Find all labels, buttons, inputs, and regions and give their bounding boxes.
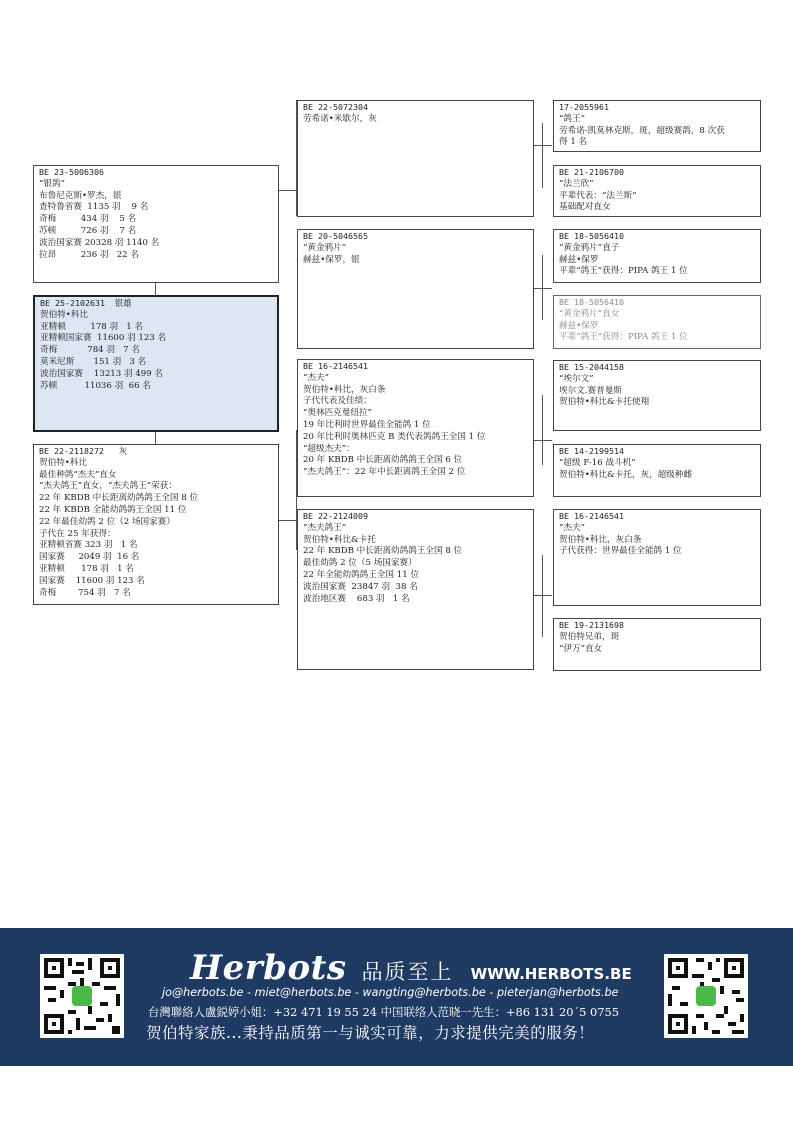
- ring-number: BE 21-2106700: [559, 167, 624, 177]
- pedigree-text-line: 基础配对直女: [559, 202, 611, 213]
- pedigree-text-line: 赫兹•保罗: [559, 320, 599, 331]
- connector: [542, 255, 543, 320]
- pedigree-card-dam: [33, 444, 279, 605]
- pedigree-text-line: “黄金鸦片”直子: [559, 242, 620, 253]
- pedigree-card-sire-sire: [297, 100, 534, 217]
- pedigree-text-line: 赫兹•保罗: [559, 254, 599, 265]
- pedigree-text-line: 22 年 KBDB 全能幼鸽鸽王全国 11 位: [39, 504, 187, 515]
- footer-banner: [0, 928, 793, 1066]
- connector: [278, 190, 297, 191]
- ring-number: BE 22-2118272 灰: [39, 446, 128, 456]
- pedigree-card-subject: [33, 295, 279, 432]
- ring-number: BE 15-2044158: [559, 362, 624, 372]
- connector: [155, 283, 156, 295]
- contact-emails[interactable]: jo@herbots.be - miet@herbots.be - wangting@herbots.be - pieterjan@herbots.be: [162, 986, 619, 999]
- pedigree-text-line: “伊万”直女: [559, 643, 603, 654]
- herbots-logo: Herbots: [190, 948, 347, 988]
- website-link[interactable]: WWW.HERBOTS.BE: [470, 965, 632, 983]
- pedigree-text-line: “杰夫鸽王”: [303, 522, 347, 533]
- pedigree-text-line: 贺伯特兄弟，斑: [559, 631, 620, 642]
- pedigree-card-sire-sire-dam: [553, 165, 761, 217]
- ring-number: BE 22-5072304: [303, 102, 368, 112]
- slogan: 品质至上: [361, 960, 454, 984]
- connector: [542, 123, 543, 188]
- ring-number: BE 18-5056410: [559, 231, 624, 241]
- connector: [278, 520, 297, 521]
- pedigree-text-line: 波治地区赛 683 羽 1 名: [303, 593, 410, 604]
- pedigree-card-dam-dam-dam: [553, 618, 761, 671]
- pedigree-card-dam-dam-sire: [553, 509, 761, 606]
- pedigree-text-line: “银鸽”: [39, 178, 65, 189]
- qr-code-icon: [40, 954, 124, 1038]
- pedigree-text-line: “奥林匹克曼纽拉”: [303, 408, 372, 419]
- pedigree-card-dam-sire: [297, 359, 534, 497]
- ring-number: BE 18-5056410: [559, 297, 624, 307]
- pedigree-text-line: 奇梅 784 羽 7 名: [40, 345, 140, 356]
- pedigree-text-line: 亚精顿 178 羽 1 名: [40, 321, 144, 332]
- pedigree-text-line: 22 年 KBDB 中长距离幼鸽鸽王全国 8 位: [303, 546, 463, 557]
- pedigree-text-line: 最佳种鸽“杰夫”直女: [39, 469, 117, 480]
- ring-number: BE 22-2124009: [303, 511, 368, 521]
- pedigree-text-line: 布鲁尼克斯•罗杰，银: [39, 190, 122, 201]
- ring-number: BE 19-2131698: [559, 620, 624, 630]
- pedigree-text-line: 亚精顿省赛 323 羽 1 名: [39, 540, 138, 551]
- pedigree-text-line: 平辈代表：“法兰斯”: [559, 190, 637, 201]
- pedigree-card-sire-dam-dam: [553, 295, 761, 349]
- pedigree-text-line: “法兰欣”: [559, 178, 594, 189]
- pedigree-card-sire-sire-sire: [553, 100, 761, 152]
- brand-row: [190, 948, 632, 988]
- pedigree-text-line: 最佳幼鸽 2 位（5 场国家赛）: [303, 558, 417, 569]
- connector: [542, 395, 543, 465]
- pedigree-text-line: 贺伯特•科比&卡托使翔: [559, 397, 650, 408]
- connector: [155, 432, 156, 444]
- pedigree-text-line: 劳希诺•米歇尔，灰: [303, 113, 377, 124]
- pedigree-text-line: 赫兹•保罗，银: [303, 254, 360, 265]
- pedigree-text-line: 20 年比利时奥林匹克 B 类代表鸽鸽王全国 1 位: [303, 431, 486, 442]
- pedigree-text-line: 平辈“鸽王”获得：PIPA 鸽王 1 位: [559, 266, 688, 277]
- pedigree-text-line: 劳希诺-凯莫林克斯，斑，超级赛鸽，8 次获: [559, 125, 725, 136]
- pedigree-text-line: 贺伯特•科比&卡托: [303, 534, 376, 545]
- pedigree-text-line: 埃尔文.赛普曼斯: [559, 385, 622, 396]
- ring-number: BE 20-5046565: [303, 231, 368, 241]
- qr-code-icon: [664, 954, 748, 1038]
- pedigree-text-line: 子代代表及佳绩：: [303, 396, 372, 407]
- pedigree-text-line: 贺伯特•科比: [39, 457, 88, 468]
- pedigree-text-line: 波治国家赛 20328 羽 1140 名: [39, 237, 160, 248]
- pedigree-text-line: 贺伯特•科比&卡托，灰，超级种雌: [559, 469, 693, 480]
- pedigree-text-line: 子代获得：世界最佳全能鸽 1 位: [559, 546, 682, 557]
- pedigree-text-line: “超级杰夫”：: [303, 443, 355, 454]
- pedigree-card-dam-sire-sire: [553, 360, 761, 431]
- motto: 贺伯特家族...秉持品质第一与诚实可靠，力求提供完美的服务！: [146, 1024, 595, 1042]
- ring-number: BE 25-2102631 银雄: [40, 298, 132, 308]
- pedigree-text-line: 子代在 25 年获得：: [39, 528, 116, 539]
- pedigree-card-sire-dam-sire: [553, 229, 761, 283]
- pedigree-card-sire: [33, 165, 279, 283]
- pedigree-text-line: 苏顿 726 羽 7 名: [39, 225, 137, 236]
- pedigree-text-line: “杰夫鸽王”直女，“杰夫鸽王”荣获：: [39, 481, 177, 492]
- pedigree-text-line: “杰夫”: [559, 522, 585, 533]
- ring-number: 17-2055961: [559, 102, 609, 112]
- pedigree-text-line: 苏顿 11036 羽 66 名: [40, 380, 151, 391]
- pedigree-text-line: 20 年 KBDB 中长距离幼鸽鸽王全国 6 位: [303, 455, 463, 466]
- pedigree-text-line: 亚精顿国家赛 11600 羽 123 名: [40, 333, 167, 344]
- pedigree-card-sire-dam: [297, 229, 534, 349]
- pedigree-text-line: 奇梅 754 羽 7 名: [39, 587, 131, 598]
- pedigree-text-line: “黄金鸦片”: [303, 242, 347, 253]
- pedigree-text-line: “超级 F-16 战斗机”: [559, 457, 636, 468]
- pedigree-text-line: 波治国家赛 13213 羽 499 名: [40, 368, 164, 379]
- pedigree-text-line: “鸽王”: [559, 113, 585, 124]
- pedigree-text-line: 贺伯特•科比: [40, 309, 89, 320]
- pedigree-text-line: 查特鲁省赛 1135 羽 9 名: [39, 202, 149, 213]
- ring-number: BE 23-5006306: [39, 167, 104, 177]
- pedigree-text-line: 19 年比利时世界最佳全能鸽 1 位: [303, 419, 431, 430]
- connector: [542, 555, 543, 637]
- pedigree-text-line: 得 1 名: [559, 137, 588, 148]
- pedigree-card-dam-dam: [297, 509, 534, 670]
- pedigree-text-line: 国家赛 11600 羽 123 名: [39, 575, 145, 586]
- pedigree-text-line: “埃尔文”: [559, 373, 594, 384]
- pedigree-text-line: “杰夫鸽王”：22 年中长距离鸽王全国 2 位: [303, 467, 466, 478]
- pedigree-text-line: 亚精顿 178 羽 1 名: [39, 563, 134, 574]
- contact-phones: 台灣聯絡人盧鋭婷小姐：+32 471 19 55 24 中国联络人范晓一先生：+86 131 20´5 0755: [148, 1005, 620, 1019]
- ring-number: BE 16-2146541: [303, 361, 368, 371]
- pedigree-text-line: “杰夫”: [303, 372, 329, 383]
- pedigree-text-line: 22 年 KBDB 中长距离幼鸽鸽王全国 8 位: [39, 493, 199, 504]
- pedigree-card-dam-sire-dam: [553, 444, 761, 497]
- pedigree-text-line: 贺伯特•科比，灰白条: [559, 534, 642, 545]
- pedigree-text-line: 莫米尼斯 151 羽 3 名: [40, 356, 147, 367]
- pedigree-text-line: 22 年最佳幼鸽 2 位（2 场国家赛）: [39, 516, 175, 527]
- pedigree-text-line: 波治国家赛 23847 羽 38 名: [303, 581, 418, 592]
- ring-number: BE 16-2146541: [559, 511, 624, 521]
- ring-number: BE 14-2199514: [559, 446, 624, 456]
- pedigree-text-line: 22 年全能幼鸽鸽王全国 11 位: [303, 569, 420, 580]
- pedigree-text-line: 拉昂 236 羽 22 名: [39, 249, 139, 260]
- pedigree-text-line: 奇梅 434 羽 5 名: [39, 214, 137, 225]
- pedigree-text-line: 国家赛 2049 羽 16 名: [39, 552, 140, 563]
- pedigree-text-line: 贺伯特•科比，灰白条: [303, 384, 386, 395]
- pedigree-text-line: 平辈“鸽王”获得：PIPA 鸽王 1 位: [559, 332, 688, 343]
- pedigree-text-line: “黄金鸦片”直女: [559, 308, 620, 319]
